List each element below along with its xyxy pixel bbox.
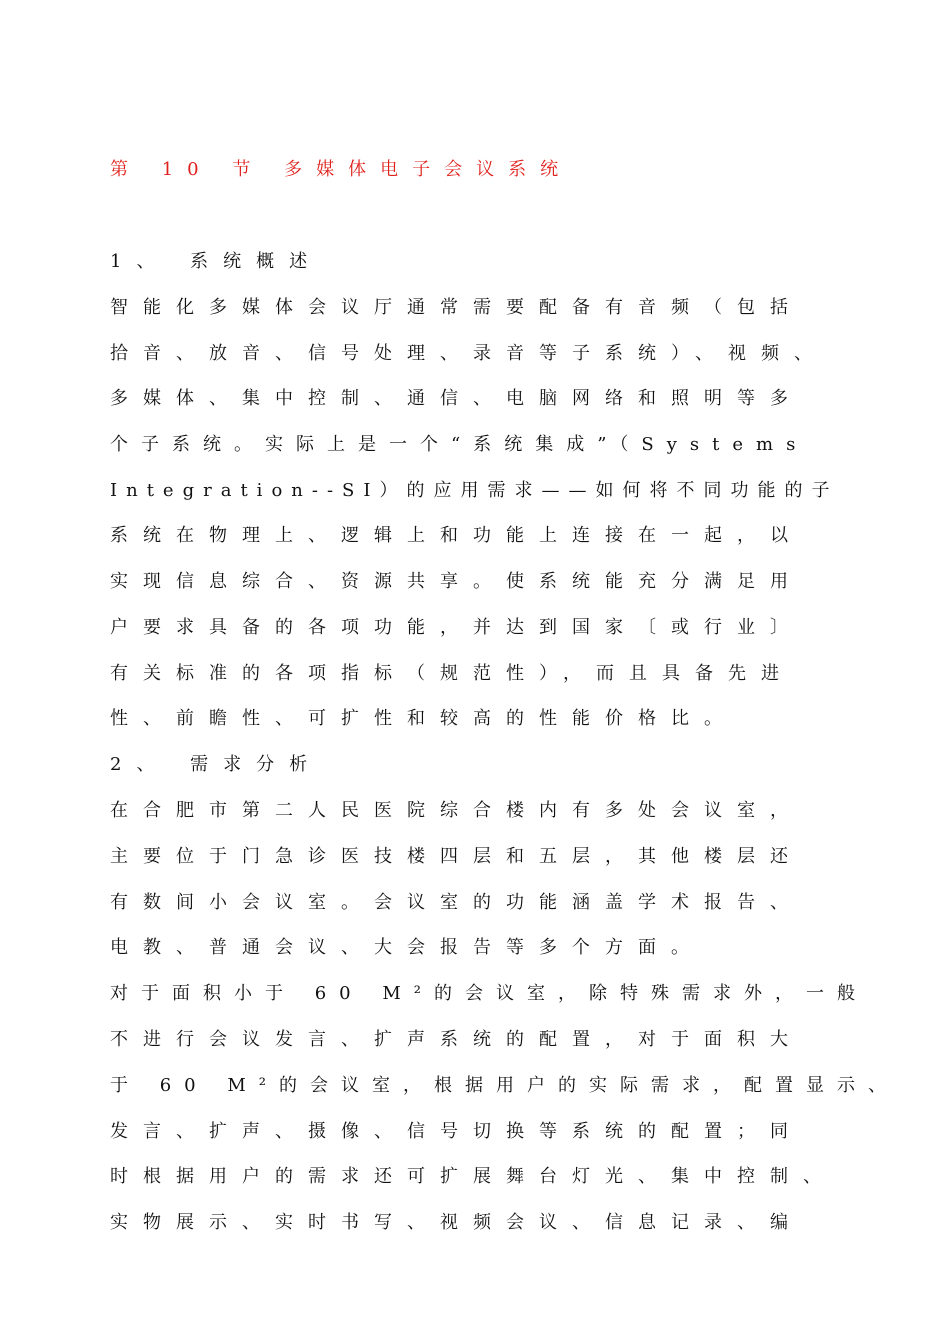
body-line: 发言、扩声、摄像、信号切换等系统的配置；同 <box>110 1121 803 1142</box>
heading-requirements: 2、 需求分析 <box>110 754 323 775</box>
body-line: 实现信息综合、资源共享。使系统能充分满足用 <box>110 571 803 592</box>
body-line: 主要位于门急诊医技楼四层和五层，其他楼层还 <box>110 846 803 867</box>
body-line: 不进行会议发言、扩声系统的配置，对于面积大 <box>110 1029 803 1050</box>
section-title: 第 10 节 多媒体电子会议系统 <box>110 159 573 180</box>
heading-overview: 1、 系统概述 <box>110 251 323 272</box>
body-line: 时根据用户的需求还可扩展舞台灯光、集中控制、 <box>110 1166 836 1187</box>
body-line: 有关标准的各项指标（规范性），而且具备先进 <box>110 663 794 684</box>
body-line: 于 60 M²的会议室，根据用户的实际需求，配置显示、 <box>110 1075 899 1096</box>
body-line: 有数间小会议室。会议室的功能涵盖学术报告、 <box>110 892 803 913</box>
body-line: 在合肥市第二人民医院综合楼内有多处会议室， <box>110 800 803 821</box>
body-line: 智能化多媒体会议厅通常需要配备有音频（包括 <box>110 297 803 318</box>
body-line: 拾音、放音、信号处理、录音等子系统）、视频、 <box>110 343 827 364</box>
body-line: 电教、普通会议、大会报告等多个方面。 <box>110 937 704 958</box>
body-line: 性、前瞻性、可扩性和较高的性能价格比。 <box>110 708 737 729</box>
body-line: 对于面积小于 60 M²的会议室，除特殊需求外，一般 <box>110 983 868 1004</box>
body-line: 户要求具备的各项功能，并达到国家〔或行业〕 <box>110 617 803 638</box>
body-line: 系统在物理上、逻辑上和功能上连接在一起，以 <box>110 525 803 546</box>
body-line: 个子系统。实际上是一个“系统集成”（Systems <box>110 434 809 455</box>
body-line: 实物展示、实时书写、视频会议、信息记录、编 <box>110 1212 803 1233</box>
body-line: 多媒体、集中控制、通信、电脑网络和照明等多 <box>110 388 803 409</box>
body-line: Integration--SI）的应用需求——如何将不同功能的子 <box>110 480 839 501</box>
